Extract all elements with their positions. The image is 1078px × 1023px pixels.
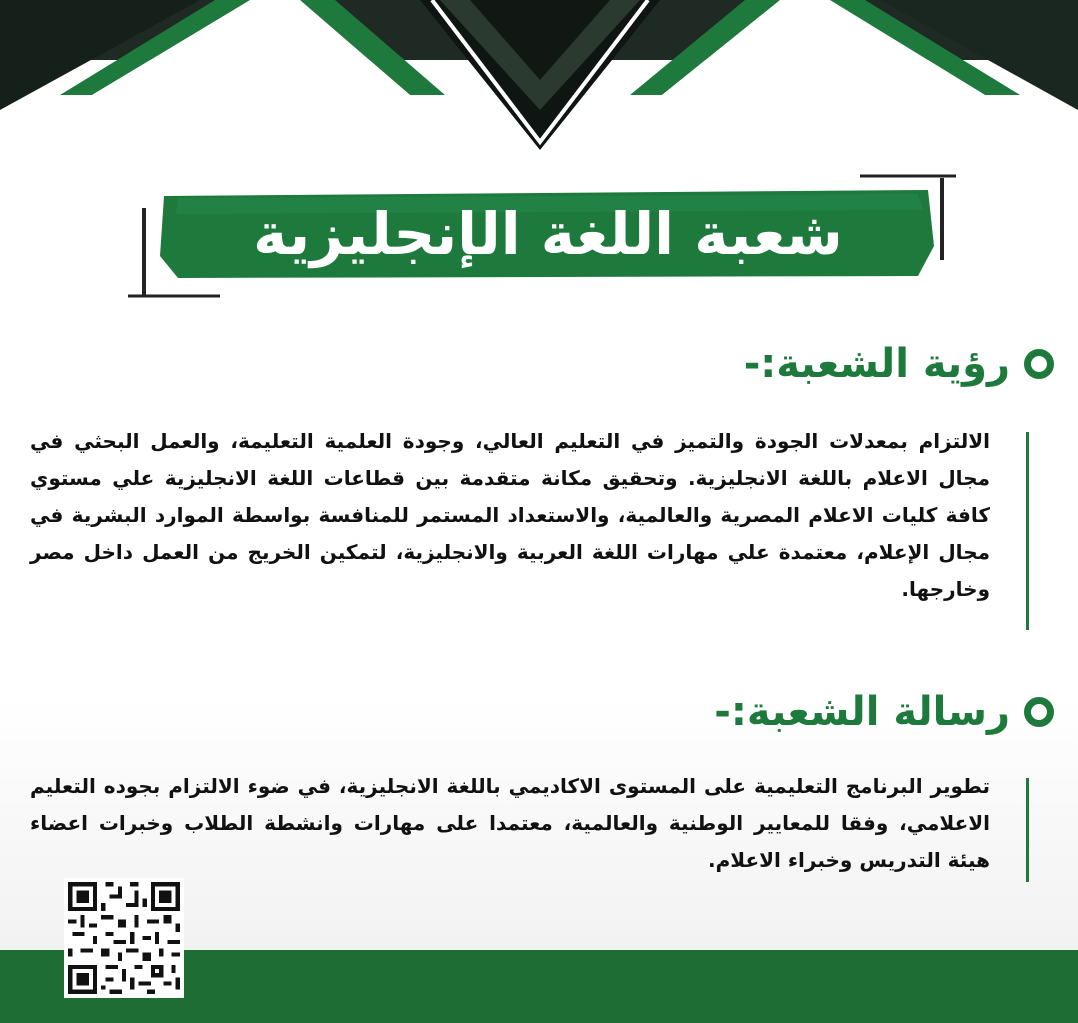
ring-bullet-icon bbox=[1024, 697, 1054, 727]
mission-heading-label: رسالة الشعبة:- bbox=[714, 689, 1010, 735]
vision-divider bbox=[1026, 432, 1029, 630]
header-banner bbox=[0, 0, 1078, 160]
qr-code-icon[interactable] bbox=[64, 878, 184, 998]
vision-heading-label: رؤية الشعبة:- bbox=[743, 341, 1010, 387]
vision-heading bbox=[744, 338, 1054, 390]
mission-heading bbox=[714, 686, 1054, 738]
ring-bullet-icon bbox=[1024, 349, 1054, 379]
vision-text: الالتزام بمعدلات الجودة والتميز في التعليم العالي، وجودة العلمية التعليمة، والعمل البحثي في مجال الاعلام باللغة الانجليزية. وتحقيق مكانة متقدمة بين قطاعات اللغة الانجليزية علي مستوي كافة كليات الاعلام المصرية والعالمية، والاستعداد المستمر للمنافسة بواسطة الموارد البشرية في مجال الإعلام، معتمدة علي مهارات اللغة العربية والانجليزية، لتمكين الخريج من العمل داخل مصر وخارجها. bbox=[30, 429, 990, 601]
page-title: شعبة اللغة الإنجليزية bbox=[253, 200, 843, 268]
mission-divider bbox=[1026, 778, 1029, 882]
mission-text: تطوير البرنامج التعليمية على المستوى الاكاديمي باللغة الانجليزية، في ضوء الالتزام بجوده التعليم الاعلامي، وفقا للمعايير الوطنية والعالمية، معتمدا على مهارات وانشطة الطلاب وخبرات اعضاء هيئة التدريس وخبراء الاعلام. bbox=[30, 774, 990, 872]
